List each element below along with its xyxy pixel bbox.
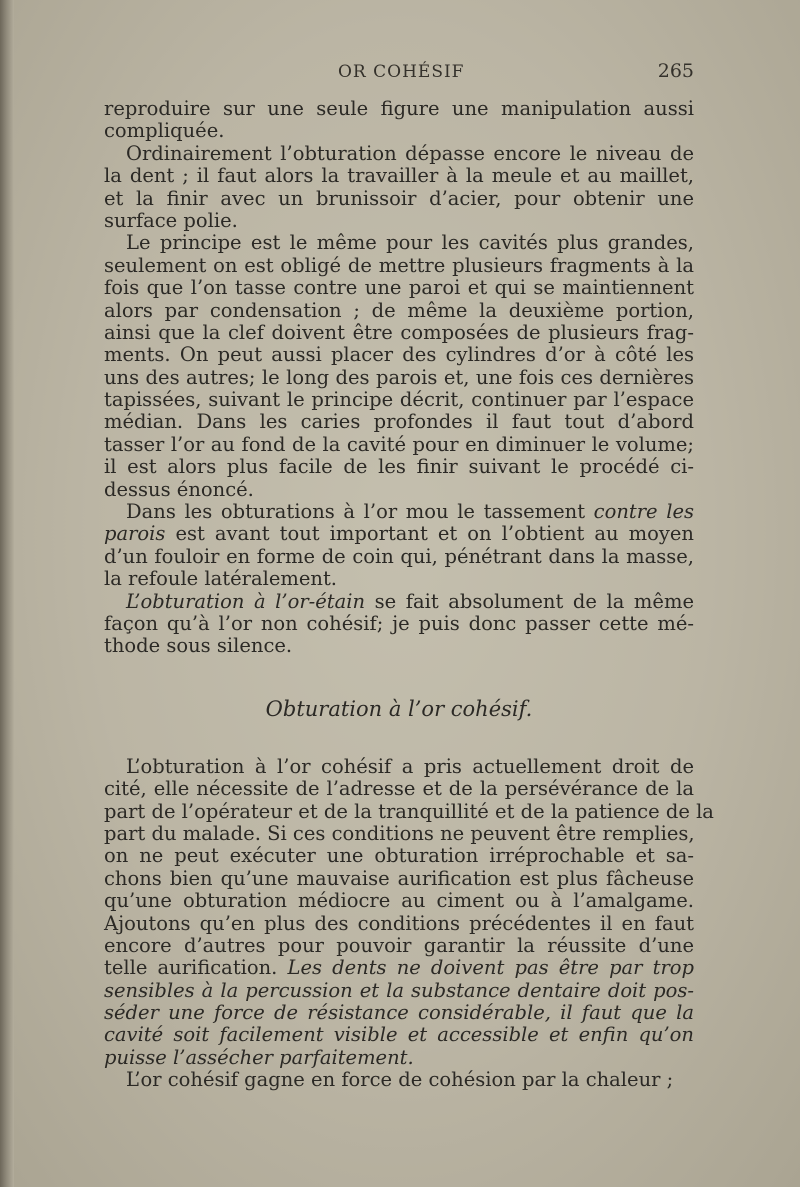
italic-segment: séder une force de résistance considérable, il faut que la	[104, 1001, 694, 1025]
text-line: ainsi que la clef doivent être composées de plusieurs frag-	[104, 320, 694, 344]
text-line: dessus énoncé.	[104, 477, 254, 501]
text-line: encore d’autres pour pouvoir garantir la réussite d’une	[104, 933, 694, 957]
text-line: médian. Dans les caries profondes il faut tout d’abord	[104, 410, 694, 434]
page-number: 265	[657, 60, 694, 82]
italic-segment: cavité soit facilement visible et accessible et enfin qu’on	[104, 1023, 694, 1047]
text-line: il est alors plus facile de les finir suivant le procédé ci-	[104, 455, 694, 479]
text-segment: est avant tout important et on l’obtient au moyen	[165, 522, 694, 546]
text-line: qu’une obturation médiocre au ciment ou à l’amalgame.	[104, 889, 694, 913]
text-line: la refoule latéralement.	[104, 567, 338, 591]
binding-edge	[0, 0, 14, 1187]
italic-segment: L’obturation à l’or-étain	[126, 589, 366, 613]
text-segment: Dans les obturations à l’or mou le tassement	[126, 500, 594, 524]
text-line: part de l’opérateur et de la tranquillité et de la patience de la	[104, 799, 714, 823]
text-line: on ne peut exécuter une obturation irréprochable et sa-	[104, 844, 694, 868]
page-header	[104, 58, 694, 86]
italic-segment: puisse l’assécher parfaitement.	[104, 1045, 414, 1069]
text-segment: telle aurification.	[104, 956, 288, 980]
italic-segment: Les dents ne doivent pas être par trop	[287, 956, 695, 980]
section-heading: Obturation à l’or cohésif.	[265, 696, 533, 721]
text-line: seulement on est obligé de mettre plusieurs fragments à la	[104, 253, 694, 277]
text-line: tasser l’or au fond de la cavité pour en diminuer le volume;	[104, 432, 694, 456]
text-line: et la finir avec un brunissoir d’acier, pour obtenir une	[104, 186, 694, 210]
spacer	[104, 722, 694, 756]
text-line: uns des autres; le long des parois et, une fois ces dernières	[104, 365, 694, 389]
text-line	[104, 1024, 694, 1046]
text-line: surface polie.	[104, 208, 238, 232]
italic-segment: sensibles à la percussion et la substance dentaire doit pos-	[104, 978, 694, 1002]
text-line: d’un fouloir en forme de coin qui, pénétrant dans la masse,	[104, 544, 694, 568]
text-line: Ordinairement l’obturation dépasse encore le niveau de	[126, 141, 694, 165]
text-line: ments. On peut aussi placer des cylindres d’or à côté les	[104, 343, 694, 367]
text-line	[104, 980, 694, 1002]
text-line	[104, 1047, 694, 1069]
text-line: part du malade. Si ces conditions ne peuvent être remplies,	[104, 821, 695, 845]
text-line: alors par condensation ; de même la deuxième portion,	[104, 298, 694, 322]
italic-segment: contre les	[593, 500, 694, 524]
text-line	[104, 523, 694, 545]
italic-segment: parois	[104, 522, 166, 546]
text-line	[104, 957, 694, 979]
text-line	[104, 591, 694, 613]
text-line: tapissées, suivant le principe décrit, continuer par l’espace	[104, 388, 694, 412]
text-segment: se fait absolument de la même	[365, 589, 694, 613]
body-text	[104, 97, 714, 1092]
running-title: OR COHÉSIF	[338, 62, 465, 82]
spacer	[104, 658, 694, 696]
text-line: façon qu’à l’or non cohésif; je puis donc passer cette mé-	[104, 611, 694, 635]
text-line: L’or cohésif gagne en force de cohésion par la chaleur ;	[126, 1068, 674, 1092]
text-line: thode sous silence.	[104, 634, 293, 658]
text-line: reproduire sur une seule figure une manipulation aussi	[104, 97, 694, 120]
text-line	[104, 501, 694, 523]
text-line: Le principe est le même pour les cavités plus grandes,	[126, 231, 694, 255]
text-line: fois que l’on tasse contre une paroi et qui se maintiennent	[104, 276, 694, 300]
text-line: la dent ; il faut alors la travailler à la meule et au maillet,	[104, 164, 694, 188]
text-line: cité, elle nécessite de l’adresse et de la persévérance de la	[104, 777, 694, 801]
text-line: Ajoutons qu’en plus des conditions précédentes il en faut	[104, 911, 694, 935]
text-line: L’obturation à l’or cohésif a pris actuellement droit de	[126, 754, 694, 778]
text-line: chons bien qu’une mauvaise aurification est plus fâcheuse	[104, 866, 694, 890]
text-line	[104, 1002, 694, 1024]
text-line: compliquée.	[104, 119, 225, 143]
